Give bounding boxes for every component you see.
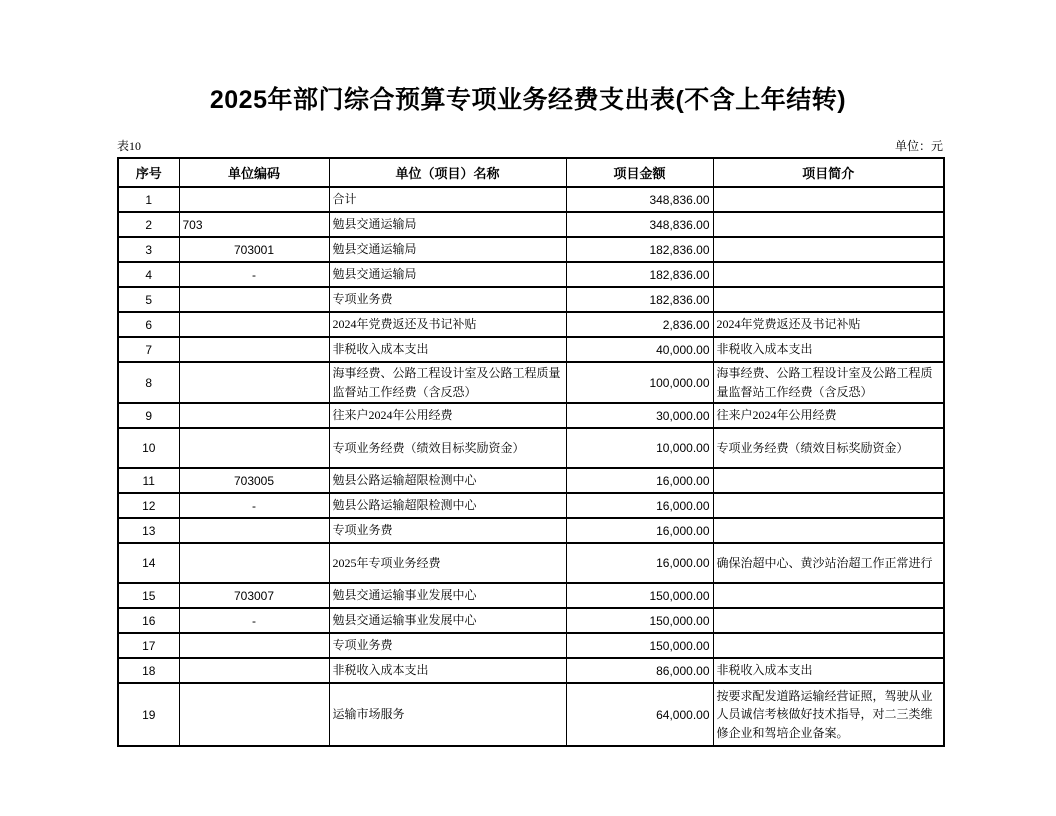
cell-name: 勉县交通运输事业发展中心 — [329, 608, 566, 633]
table-row — [118, 608, 944, 633]
cell-amount: 10,000.00 — [566, 428, 713, 468]
table-meta-row — [117, 137, 943, 154]
cell-amount: 40,000.00 — [566, 337, 713, 362]
cell-brief — [713, 468, 944, 493]
cell-seq: 3 — [118, 237, 179, 262]
cell-name: 合计 — [329, 187, 566, 212]
table-row — [118, 428, 944, 468]
cell-name: 专项业务经费（绩效目标奖励资金） — [329, 428, 566, 468]
table-row — [118, 337, 944, 362]
cell-amount: 30,000.00 — [566, 403, 713, 428]
cell-seq: 12 — [118, 493, 179, 518]
cell-brief: 确保治超中心、黄沙站治超工作正常进行 — [713, 543, 944, 583]
header-seq: 序号 — [118, 158, 179, 187]
cell-name: 往来户2024年公用经费 — [329, 403, 566, 428]
cell-code: 703007 — [179, 583, 329, 608]
cell-amount: 64,000.00 — [566, 683, 713, 746]
cell-amount: 2,836.00 — [566, 312, 713, 337]
header-code: 单位编码 — [179, 158, 329, 187]
table-row — [118, 312, 944, 337]
table-row — [118, 493, 944, 518]
cell-brief — [713, 187, 944, 212]
cell-code: 703001 — [179, 237, 329, 262]
table-row — [118, 543, 944, 583]
cell-name: 勉县交通运输局 — [329, 262, 566, 287]
cell-amount: 150,000.00 — [566, 583, 713, 608]
table-row — [118, 633, 944, 658]
cell-code: - — [179, 493, 329, 518]
table-body — [118, 187, 944, 746]
table-row — [118, 287, 944, 312]
cell-seq: 1 — [118, 187, 179, 212]
cell-amount: 150,000.00 — [566, 608, 713, 633]
cell-seq: 19 — [118, 683, 179, 746]
cell-brief — [713, 633, 944, 658]
cell-seq: 17 — [118, 633, 179, 658]
cell-code: - — [179, 608, 329, 633]
cell-code — [179, 287, 329, 312]
cell-name: 非税收入成本支出 — [329, 658, 566, 683]
cell-name: 非税收入成本支出 — [329, 337, 566, 362]
cell-name: 勉县公路运输超限检测中心 — [329, 493, 566, 518]
cell-amount: 16,000.00 — [566, 468, 713, 493]
cell-amount: 348,836.00 — [566, 187, 713, 212]
cell-name: 勉县交通运输事业发展中心 — [329, 583, 566, 608]
cell-code — [179, 428, 329, 468]
cell-seq: 16 — [118, 608, 179, 633]
cell-amount: 182,836.00 — [566, 287, 713, 312]
cell-seq: 9 — [118, 403, 179, 428]
table-number-label: 表10 — [117, 139, 142, 153]
table-row — [118, 518, 944, 543]
cell-name: 专项业务费 — [329, 287, 566, 312]
cell-amount: 182,836.00 — [566, 237, 713, 262]
cell-amount: 16,000.00 — [566, 493, 713, 518]
header-amount: 项目金额 — [566, 158, 713, 187]
cell-seq: 18 — [118, 658, 179, 683]
table-row — [118, 468, 944, 493]
cell-brief — [713, 237, 944, 262]
cell-brief: 往来户2024年公用经费 — [713, 403, 944, 428]
page-title: 2025年部门综合预算专项业务经费支出表(不含上年结转) — [209, 86, 847, 114]
cell-seq: 11 — [118, 468, 179, 493]
cell-amount: 16,000.00 — [566, 518, 713, 543]
cell-brief — [713, 493, 944, 518]
cell-name: 2025年专项业务经费 — [329, 543, 566, 583]
cell-seq: 6 — [118, 312, 179, 337]
cell-code — [179, 683, 329, 746]
cell-code — [179, 633, 329, 658]
cell-code — [179, 403, 329, 428]
cell-amount: 100,000.00 — [566, 362, 713, 403]
cell-seq: 8 — [118, 362, 179, 403]
cell-name: 海事经费、公路工程设计室及公路工程质量监督站工作经费（含反恐） — [329, 362, 566, 403]
cell-brief: 2024年党费返还及书记补贴 — [713, 312, 944, 337]
cell-code: 703 — [179, 212, 329, 237]
header-name: 单位（项目）名称 — [329, 158, 566, 187]
cell-name: 勉县交通运输局 — [329, 237, 566, 262]
cell-amount: 348,836.00 — [566, 212, 713, 237]
cell-brief — [713, 583, 944, 608]
cell-code: 703005 — [179, 468, 329, 493]
cell-brief — [713, 287, 944, 312]
table-row — [118, 658, 944, 683]
cell-seq: 2 — [118, 212, 179, 237]
table-row — [118, 583, 944, 608]
cell-amount: 86,000.00 — [566, 658, 713, 683]
table-row — [118, 362, 944, 403]
cell-seq: 10 — [118, 428, 179, 468]
cell-brief: 非税收入成本支出 — [713, 658, 944, 683]
table-row — [118, 237, 944, 262]
cell-seq: 5 — [118, 287, 179, 312]
cell-brief: 海事经费、公路工程设计室及公路工程质量监督站工作经费（含反恐） — [713, 362, 944, 403]
budget-table-container — [117, 137, 943, 747]
cell-amount: 182,836.00 — [566, 262, 713, 287]
cell-amount: 150,000.00 — [566, 633, 713, 658]
cell-name: 勉县公路运输超限检测中心 — [329, 468, 566, 493]
cell-brief — [713, 262, 944, 287]
table-header-row — [118, 158, 944, 187]
table-row — [118, 187, 944, 212]
cell-seq: 15 — [118, 583, 179, 608]
cell-name: 2024年党费返还及书记补贴 — [329, 312, 566, 337]
cell-code — [179, 362, 329, 403]
budget-table — [117, 157, 945, 747]
cell-name: 勉县交通运输局 — [329, 212, 566, 237]
cell-code — [179, 658, 329, 683]
cell-code — [179, 337, 329, 362]
cell-brief — [713, 212, 944, 237]
cell-name: 专项业务费 — [329, 518, 566, 543]
cell-code — [179, 187, 329, 212]
cell-brief — [713, 608, 944, 633]
cell-brief — [713, 518, 944, 543]
table-row — [118, 212, 944, 237]
cell-amount: 16,000.00 — [566, 543, 713, 583]
cell-seq: 13 — [118, 518, 179, 543]
cell-name: 运输市场服务 — [329, 683, 566, 746]
table-row — [118, 403, 944, 428]
header-brief: 项目简介 — [713, 158, 944, 187]
table-row — [118, 683, 944, 746]
cell-code — [179, 518, 329, 543]
cell-code — [179, 543, 329, 583]
cell-name: 专项业务费 — [329, 633, 566, 658]
cell-brief: 非税收入成本支出 — [713, 337, 944, 362]
cell-code: - — [179, 262, 329, 287]
cell-code — [179, 312, 329, 337]
cell-seq: 7 — [118, 337, 179, 362]
table-row — [118, 262, 944, 287]
cell-seq: 14 — [118, 543, 179, 583]
cell-seq: 4 — [118, 262, 179, 287]
currency-unit-label: 单位：元 — [894, 139, 943, 153]
cell-brief: 专项业务经费（绩效目标奖励资金） — [713, 428, 944, 468]
cell-brief: 按要求配发道路运输经营证照，驾驶从业人员诚信考核做好技术指导，对二三类维修企业和驾培企业备案。 — [713, 683, 944, 746]
